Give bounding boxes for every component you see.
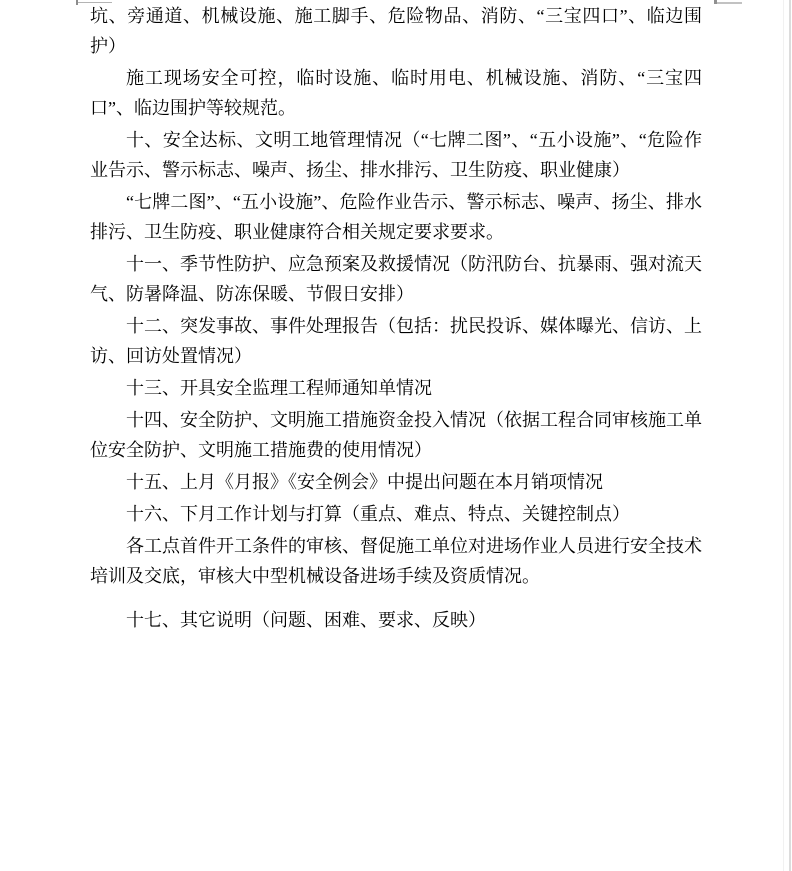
paragraph: 十二、突发事故、事件处理报告（包括：扰民投诉、媒体曝光、信访、上访、回访处置情况） [90, 316, 702, 366]
document-body [90, 1, 702, 637]
paragraph: 十、安全达标、文明工地管理情况（“七牌二图”、“五小设施”、“危险作业告示、警示标志、噪声、扬尘、排水排污、卫生防疫、职业健康） [90, 130, 702, 180]
top-right-ruler-tick-icon [714, 0, 717, 4]
paragraph: 十三、开具安全监理工程师通知单情况 [126, 378, 432, 398]
paragraph: 十七、其它说明（问题、困难、要求、反映） [126, 610, 486, 630]
page-edge-line [789, 0, 791, 871]
paragraph: 十四、安全防护、文明施工措施资金投入情况（依据工程合同审核施工单位安全防护、文明施工措施费的使用情况） [90, 410, 702, 460]
paragraph: 十六、下月工作计划与打算（重点、难点、特点、关键控制点） [126, 504, 630, 524]
paragraph: 十一、季节性防护、应急预案及救援情况（防汛防台、抗暴雨、强对流天气、防暑降温、防冻保暖、节假日安排） [90, 254, 702, 304]
top-left-ruler-tick-icon [76, 0, 78, 5]
paragraph: 坑、旁通道、机械设施、施工脚手、危险物品、消防、“三宝四口”、临边围护） [90, 6, 702, 56]
paragraph: 十五、上月《月报》《安全例会》中提出问题在本月销项情况 [126, 472, 603, 492]
paragraph: 施工现场安全可控，临时设施、临时用电、机械设施、消防、“三宝四口”、临边围护等较规范。 [90, 68, 702, 118]
top-right-ruler-mark [714, 2, 742, 4]
paragraph: “七牌二图”、“五小设施”、危险作业告示、警示标志、噪声、扬尘、排水排污、卫生防疫、职业健康符合相关规定要求要求。 [90, 192, 702, 242]
paragraph: 各工点首件开工条件的审核、督促施工单位对进场作业人员进行安全技术培训及交底，审核大中型机械设备进场手续及资质情况。 [90, 536, 702, 586]
page-edge-line-inner [783, 0, 784, 871]
